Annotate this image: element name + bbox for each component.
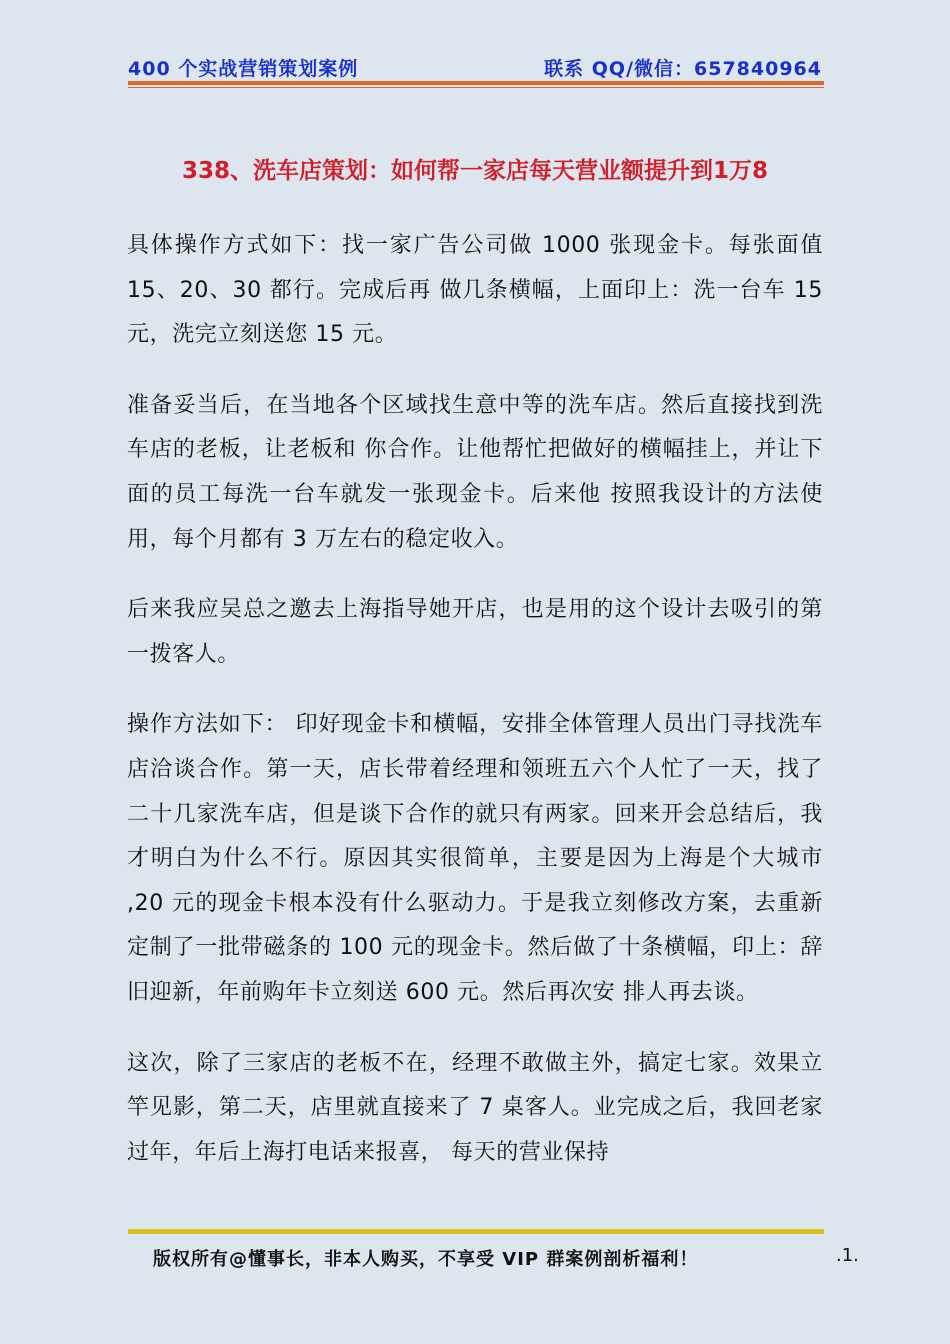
paragraph: 操作方法如下： 印好现金卡和横幅，安排全体管理人员出门寻找洗车店洽谈合作。第一天，店长带着经理和领班五六个人忙了一天，找了二十几家洗车店，但是谈下合作的就只有两家。回来开会总结后，我才明白为什么不行。原因其实很简单，主要是因为上海是个大城市 ,20 元的现金卡根本没有什么驱动力。于是我立刻修改方案，去重新定制了一批带磁条的 100 元的现金卡。然后做了十条横幅，印上：辞旧迎新，年前购年卡立刻送 600 元。然后再次安 排人再去谈。 [127,712,823,1005]
header-divider-thin [128,87,824,88]
paragraph: 具体操作方式如下：找一家广告公司做 1000 张现金卡。每张面值 15、20、30 都行。完成后再 做几条横幅，上面印上：洗一台车 15 元，洗完立刻送您 15 元。 [127,233,823,348]
footer-divider [128,1229,824,1234]
header-divider [128,81,824,85]
article-title: 338、洗车店策划：如何帮一家店每天营业额提升到1万8 [181,158,769,184]
page-number: .1. [836,1245,859,1266]
footer-copyright: 版权所有@懂事长，非本人购买，不享受 VIP 群案例剖析福利！ [153,1249,699,1270]
header-contact: 联系 QQ/微信：657840964 [544,58,822,80]
page-header [128,54,822,81]
paragraph: 这次，除了三家店的老板不在，经理不敢做主外，搞定七家。效果立竿见影，第二天，店里就直接来了 7 桌客人。业完成之后，我回老家过年，年后上海打电话来报喜， 每天的营业保持 [127,1050,823,1165]
paragraph: 准备妥当后，在当地各个区域找生意中等的洗车店。然后直接找到洗车店的老板，让老板和 你合作。让他帮忙把做好的横幅挂上，并让下面的员工每洗一台车就发一张现金卡。后来他 按照我设计的方法使用，每个月都有 3 万左右的稳定收入。 [127,392,823,552]
article-body [127,224,823,1201]
paragraph: 后来我应吴总之邀去上海指导她开店，也是用的这个设计去吸引的第一拨客人。 [127,597,823,667]
header-series-title: 400 个实战营销策划案例 [128,58,359,80]
